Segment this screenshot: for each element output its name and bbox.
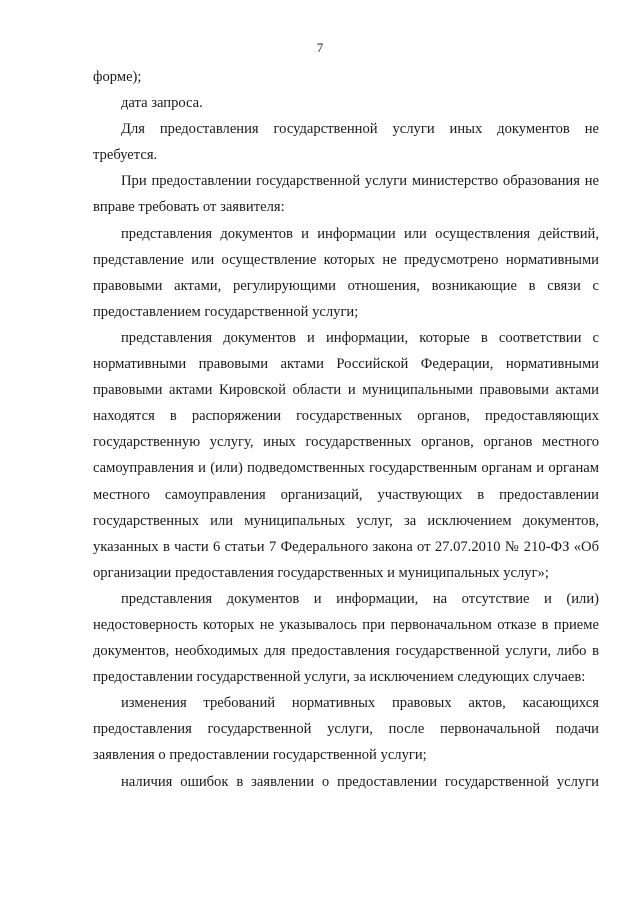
page-number: 7 [316, 40, 324, 55]
paragraph-requirements-changed: изменения требований нормативных правовых актов, касающихся предоставления государственной услуги, после первоначальной подачи заявления о предоставлении государственной услуги; [93, 695, 599, 764]
paragraph-documents-not-indicated: представления документов и информации, на отсутствие и (или) недостоверность которых не указывалось при первоначальном отказе в приеме документов, необходимых для предоставления государственной услуги, либо в предоставлении государственной услуги, за исключением следующих случаев: [93, 590, 599, 686]
document-body [93, 64, 599, 795]
paragraph-application-errors: наличия ошибок в заявлении о предоставлении государственной услуги [121, 773, 599, 790]
paragraph-no-other-documents: Для предоставления государственной услуги иных документов не требуется. [93, 121, 599, 164]
paragraph-ministry-restrictions: При предоставлении государственной услуги министерство образования не вправе требовать от заявителя: [93, 173, 599, 216]
paragraph-continuation: форме); [93, 69, 142, 85]
paragraph-actions-not-required: представления документов и информации или осуществления действий, представление или осуществление которых не предусмотрено нормативными правовыми актами, регулирующими отношения, возникающие в связи с предоставлением государственной услуги; [93, 225, 599, 320]
paragraph-documents-held-by-authorities: представления документов и информации, которые в соответствии с нормативными правовыми актами Российской Федерации, нормативными правовыми актами Кировской области и муниципальными правовыми актами находятся в распоряжении государственных органов, предоставляющих государственную услугу, иных государственных органов, органов местного самоуправления и (или) подведомственных государственным органам и органам местного самоуправления организаций, участвующих в предоставлении государственных или муниципальных услуг, за исключением документов, указанных в части 6 статьи 7 Федерального закона от 27.07.2010 № 210-ФЗ «Об организации предоставления государственных и муниципальных услуг»; [93, 329, 599, 581]
paragraph-request-date: дата запроса. [121, 95, 203, 112]
